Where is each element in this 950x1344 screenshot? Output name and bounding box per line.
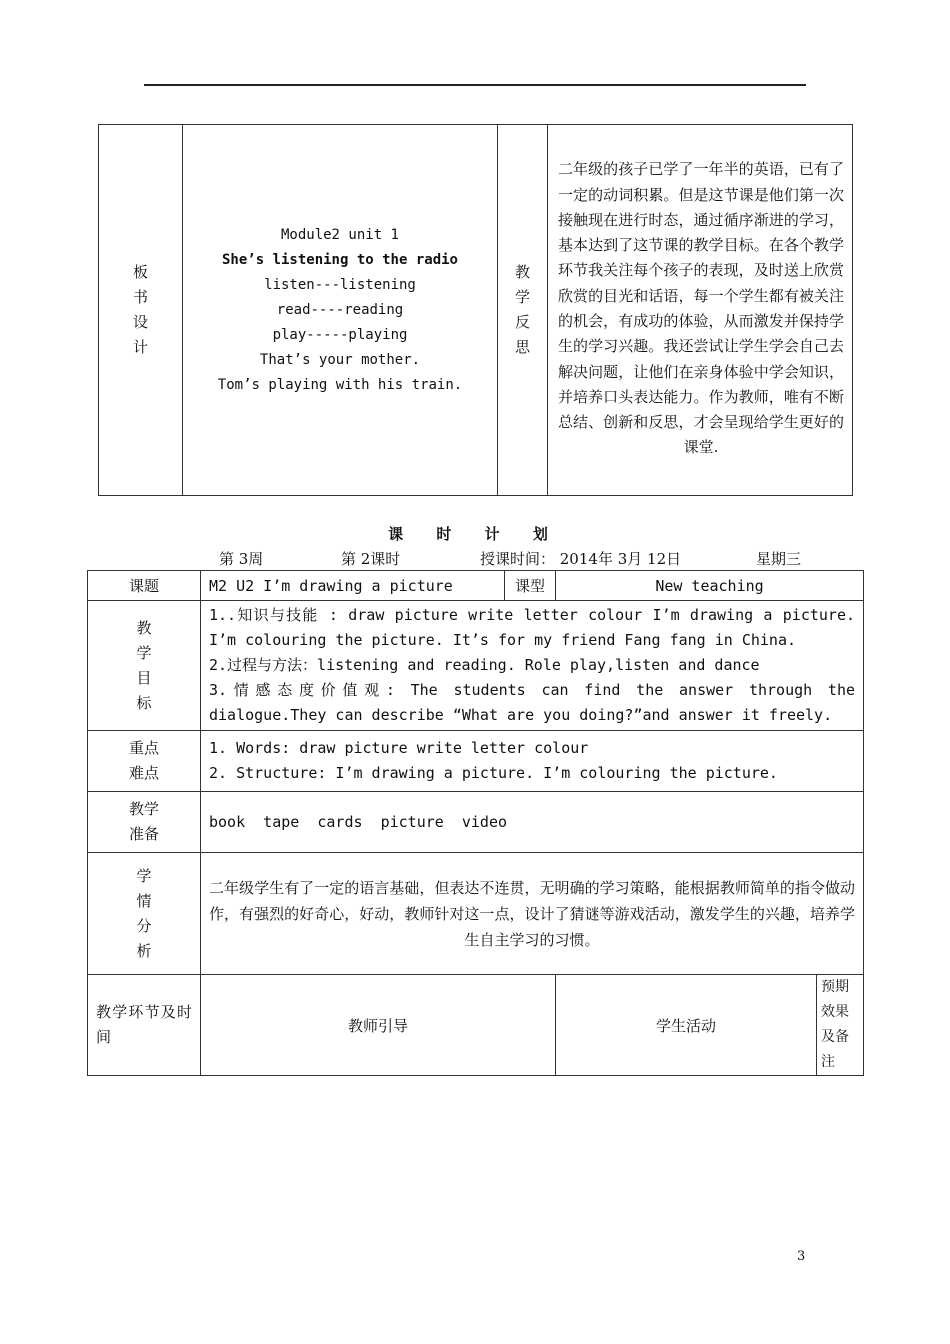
key-point-item: 1. Words: draw picture write letter colour <box>209 739 589 757</box>
board-line: listen---listening <box>264 276 416 293</box>
board-line: play-----playing <box>272 326 408 343</box>
analysis-label-char: 学 <box>136 866 152 885</box>
lesson-date: 授课时间： 2014年 3月 12日 <box>480 550 682 568</box>
prep-cell: book tape cards picture video <box>201 792 864 853</box>
period: 第 2课时 <box>341 550 401 568</box>
analysis-label-char: 分 <box>136 916 152 935</box>
board-line-module: Module2 unit 1 <box>280 226 399 243</box>
key-point-item: 2. Structure: I’m drawing a picture. I’m colouring the picture. <box>209 764 778 782</box>
objectives-label-char: 学 <box>136 643 152 662</box>
objectives-cell <box>201 601 864 731</box>
analysis-label-cell <box>88 853 201 975</box>
analysis-cell: 二年级学生有了一定的语言基础，但表达不连贯，无明确的学习策略，能根据教师简单的指令做动作，有强烈的好奇心，好动，教师针对这一点，设计了猜谜等游戏活动，激发学生的兴趣，培养学生自主学习的习惯。 <box>201 853 864 975</box>
objectives-label-char: 目 <box>136 668 152 687</box>
topic-label: 课题 <box>88 571 201 601</box>
page-number: 3 <box>797 1249 806 1264</box>
reflection-label-char: 教 <box>514 263 530 281</box>
board-content-cell <box>183 125 498 496</box>
reflection-label-char: 思 <box>514 338 530 356</box>
footer-col-student: 学生活动 <box>556 975 817 1076</box>
reflection-label-char: 反 <box>514 313 530 331</box>
objectives-label-char: 标 <box>136 693 152 712</box>
footer-col-stage: 教学环节及时间 <box>88 975 201 1076</box>
board-line: read----reading <box>276 301 404 318</box>
board-line: Tom’s playing with his train. <box>217 376 463 393</box>
weekday: 星期三 <box>756 550 802 568</box>
board-line: That’s your mother. <box>259 351 421 368</box>
footer-col-teacher: 教师引导 <box>201 975 556 1076</box>
objectives-label-char: 教 <box>136 618 152 637</box>
lesson-plan-table <box>87 570 864 1076</box>
plan-title: 课 时 计 划 <box>388 525 562 543</box>
key-points-label-line: 难点 <box>128 764 159 782</box>
board-label-char: 设 <box>132 313 148 331</box>
key-points-label-cell <box>88 731 201 792</box>
type-value: New teaching <box>556 571 864 601</box>
topic-value: M2 U2 I’m drawing a picture <box>201 571 505 601</box>
reflection-text: 二年级的孩子已学了一年半的英语，已有了一定的动词积累。但是这节课是他们第一次接触现在进行时态，通过循序渐进的学习，基本达到了这节课的教学目标。在各个教学环节我关注每个孩子的表现，及时送上欣赏欣赏的目光和话语，每一个学生都有被关注的机会，有成功的体验，从而激发并保持学生的学习兴趣。我还尝试让学生学会自己去解决问题，让他们在亲身体验中学会知识，并培养口头表达能力。作为教师，唯有不断总结、创新和反思，才会呈现给学生更好的课堂. <box>548 125 853 496</box>
reflection-label-char: 学 <box>514 288 530 306</box>
key-points-cell <box>201 731 864 792</box>
week: 第 3周 <box>219 550 264 568</box>
prep-label-line: 教学 <box>128 800 159 818</box>
key-points-label-line: 重点 <box>128 739 159 757</box>
objective-item: 2.过程与方法：listening and reading. Role play,listen and dance <box>209 656 760 674</box>
reflection-label-cell <box>498 125 548 496</box>
objective-item: 3.情感态度价值观: The students can find the answer through the dialogue.They can describe “What are you doing?”and answer it freely. <box>209 681 856 724</box>
header-rule <box>144 84 806 86</box>
board-design-table <box>98 124 853 496</box>
board-label-cell <box>99 125 183 496</box>
objectives-label-cell <box>88 601 201 731</box>
objective-item: 1..知识与技能 : draw picture write letter colour I’m drawing a picture. I’m colouring the picture. It’s for my friend Fang fang in China. <box>209 606 856 649</box>
footer-col-notes: 预期效果及备注 <box>817 975 864 1076</box>
prep-label-cell <box>88 792 201 853</box>
board-label-char: 书 <box>132 288 148 306</box>
type-label: 课型 <box>505 571 556 601</box>
prep-label-line: 准备 <box>128 825 159 843</box>
analysis-label-char: 析 <box>136 941 152 960</box>
board-label-char: 计 <box>132 338 148 356</box>
board-line-title: She’s listening to the radio <box>221 251 458 268</box>
board-label-char: 板 <box>132 263 148 281</box>
analysis-label-char: 情 <box>136 891 152 910</box>
